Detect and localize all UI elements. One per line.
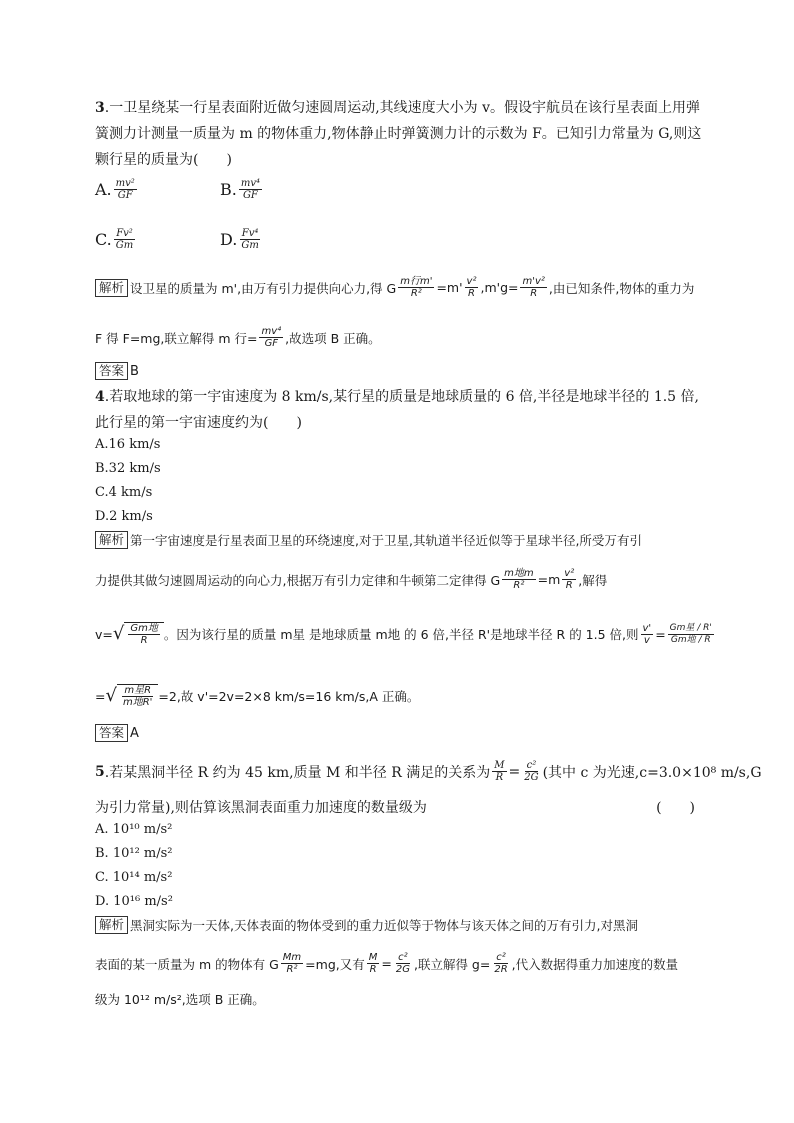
fraction: $\frac{\text{Fv²}}{Gm}$	[115, 228, 134, 251]
option-c: C. $\frac{\text{Fv²}}{Gm}$	[95, 228, 134, 251]
fraction: $\frac{\text{Fv⁴}}{Gm}$	[241, 228, 259, 251]
solution-line: 力提供其做匀速圆周运动的向心力,根据万有引力定律和牛顿第二定律得 G $\frac{\text{m地m}}{\text{R²}}$ =m $\frac{\text{v²}}{R}$ ,解得	[95, 568, 608, 591]
option-a: A.16 km/s	[95, 437, 161, 452]
question-5-cont: 为引力常量),则估算该黑洞表面重力加速度的数量级为 ( )	[95, 797, 705, 817]
option-c: C. 10¹⁴ m/s²	[95, 870, 173, 885]
option-d: D. 10¹⁶ m/s²	[95, 894, 173, 909]
sqrt: √ $\frac{\text{m星R}}{\text{m地R'}}$	[105, 684, 158, 708]
answer-tag: 答案	[95, 362, 128, 380]
question-number: 3	[95, 100, 105, 116]
answer-value: A	[130, 726, 139, 741]
answer-paren: ( )	[656, 800, 695, 816]
fraction: $\frac{\text{mv⁴}}{GF}$	[240, 178, 260, 201]
option-b: B. $\frac{\text{mv⁴}}{GF}$	[220, 178, 260, 201]
question-number: 4	[95, 389, 105, 405]
solution-line: 解析 第一宇宙速度是行星表面卫星的环绕速度,对于卫星,其轨道半径近似等于星球半径,所受万有引	[95, 531, 642, 549]
option-b: B. 10¹² m/s²	[95, 846, 173, 861]
option-d: D.2 km/s	[95, 509, 153, 524]
answer-value: B	[130, 364, 139, 379]
option-b: B.32 km/s	[95, 461, 161, 476]
answer-line	[95, 724, 139, 742]
question-4	[95, 384, 705, 436]
solution-line: 表面的某一质量为 m 的物体有 G $\frac{Mm}{\text{R²}}$ =mg,又有 $\frac{M}{R}$ = $\frac{\text{c²}}{2G}$ ,联立解得 g= $\frac{\text{c²}}{2R}$ ,代入数据得重力加速度的数量	[95, 952, 679, 975]
question-text: .一卫星绕某一行星表面附近做匀速圆周运动,其线速度大小为 v。假设宇航员在该行星表面上用弹簧测力计测量一质量为 m 的物体重力,物体静止时弹簧测力计的示数为 F。已知引力常量为 G,则这颗行星的质量为( )	[95, 100, 702, 168]
sqrt: √ $\frac{\text{Gm地}}{R}$	[113, 622, 164, 646]
solution-tag: 解析	[95, 279, 128, 297]
fraction: $\frac{\text{mv²}}{GF}$	[115, 178, 135, 201]
answer-line	[95, 362, 139, 380]
solution-line: 解析 设卫星的质量为 m',由万有引力提供向心力,得 G $\frac{\text{m行m'}}{\text{R²}}$ =m' $\frac{\text{v²}}{R}$ ,m'g= $\frac{\text{m'v²}}{R}$ ,由已知条件,物体的重力为	[95, 276, 694, 299]
solution-line: v= √ $\frac{\text{Gm地}}{R}$ 。因为该行星的质量 m星 是地球质量 m地 的 6 倍,半径 R'是地球半径 R 的 1.5 倍,则 $\frac{v'}{v}$ = $\frac{\text{Gm星 / R'}}{\text{Gm地 / R}}$	[95, 622, 712, 646]
answer-tag: 答案	[95, 724, 128, 742]
question-5: 5 .若某黑洞半径 R 约为 45 km,质量 M 和半径 R 满足的关系为 $\frac{M}{R}$ = $\frac{\text{c²}}{2G}$ (其中 c 为光速,c=3.0×10⁸ m/s,G	[95, 760, 762, 783]
solution-line: 级为 10¹² m/s²,选项 B 正确。	[95, 992, 265, 1007]
solution-line: 解析 黑洞实际为一天体,天体表面的物体受到的重力近似等于物体与该天体之间的万有引力,对黑洞	[95, 916, 638, 934]
option-a: A. $\frac{\text{mv²}}{GF}$	[95, 178, 135, 201]
solution-line: F 得 F=mg,联立解得 m 行= $\frac{\text{mv⁴}}{GF}$ ,故选项 B 正确。	[95, 326, 381, 349]
option-a: A. 10¹⁰ m/s²	[95, 822, 173, 837]
solution-line: = √ $\frac{\text{m星R}}{\text{m地R'}}$ =2,故 v'=2v=2×8 km/s=16 km/s,A 正确。	[95, 685, 420, 708]
solution-tag: 解析	[95, 531, 128, 549]
solution-tag: 解析	[95, 916, 128, 934]
option-d: D. $\frac{\text{Fv⁴}}{Gm}$	[220, 228, 259, 251]
option-c: C.4 km/s	[95, 485, 153, 500]
question-3	[95, 95, 705, 173]
question-text: .若取地球的第一宇宙速度为 8 km/s,某行星的质量是地球质量的 6 倍,半径是地球半径的 1.5 倍,此行星的第一宇宙速度约为( )	[95, 389, 699, 431]
question-number: 5	[95, 763, 105, 780]
